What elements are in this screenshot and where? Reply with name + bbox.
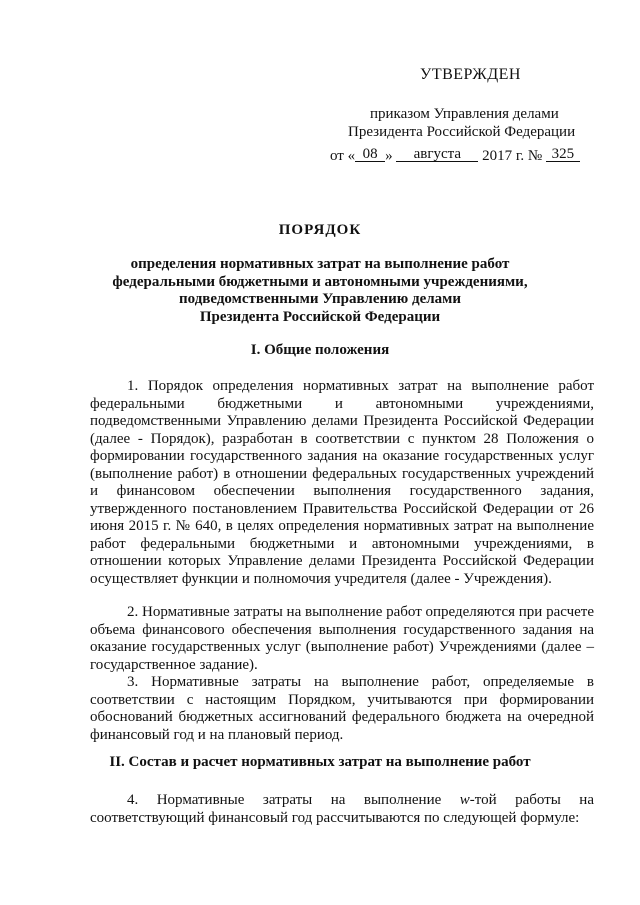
document-subtitle <box>60 256 580 326</box>
paragraph-2: 2. Нормативные затраты на выполнение работ определяются при расчете объема финансового обеспечения выполнения государственного задания на оказание государственных услуг (выполнение работ) Учреждениями (далее – государственное задание). <box>90 604 594 673</box>
paragraph-4-variable: w <box>459 792 470 808</box>
paragraph-4-before: 4. Нормативные затраты на выполнение <box>127 792 460 808</box>
paragraph-3: 3. Нормативные затраты на выполнение работ, определяемые в соответствии с настоящим Порядком, учитываются при формировании обоснований бюджетных ассигнований федерального бюджета на очередной финансовый год и на плановый период. <box>90 674 594 743</box>
subtitle-line: подведомственными Управлению делами <box>178 291 462 307</box>
order-month: августа <box>396 147 478 162</box>
document-title: ПОРЯДОК <box>278 222 362 238</box>
order-line-2: Президента Российской Федерации <box>348 124 576 140</box>
order-date-line <box>330 148 580 166</box>
subtitle-line: определения нормативных затрат на выполнение работ <box>130 256 510 272</box>
paragraph-1: 1. Порядок определения нормативных затрат на выполнение работ федеральными бюджетными и автономными учреждениями, подведомственными Управлению делами Президента Российской Федерации (далее - Порядок), разработан в соответствии с пунктом 28 Положения о формировании государственного задания на оказание государственных услуг (выполнение работ) в отношении федеральных государственных учреждений и финансовом обеспечении выполнения государственного задания, утвержденного постановлением Правительства Российской Федерации от 26 июня 2015 г. № 640, в целях определения нормативных затрат на выполнение работ федеральными бюджетными и автономными учреждениями, в отношении которых Управление делами Президента Российской Федерации осуществляет функции и полномочия учредителя (далее - Учреждения). <box>90 378 594 587</box>
day-close: » <box>385 148 393 164</box>
subtitle-line: федеральными бюджетными и автономными учреждениями, <box>112 273 528 290</box>
paragraph-4-after: -той работы на соответствующий финансовый год рассчитываются по следующей формуле: <box>90 792 594 826</box>
section-heading-composition: II. Состав и расчет нормативных затрат на выполнение работ <box>109 754 531 770</box>
order-year: 2017 г. № <box>482 148 543 164</box>
date-prefix: от « <box>330 148 356 164</box>
section-heading-general: I. Общие положения <box>250 342 390 358</box>
order-day: 08 <box>355 147 385 162</box>
subtitle-line: Президента Российской Федерации <box>199 308 441 325</box>
order-line-1: приказом Управления делами <box>370 106 559 122</box>
paragraph-4 <box>90 792 594 827</box>
approved-title: УТВЕРЖДЕН <box>420 66 521 83</box>
order-number: 325 <box>546 147 580 162</box>
